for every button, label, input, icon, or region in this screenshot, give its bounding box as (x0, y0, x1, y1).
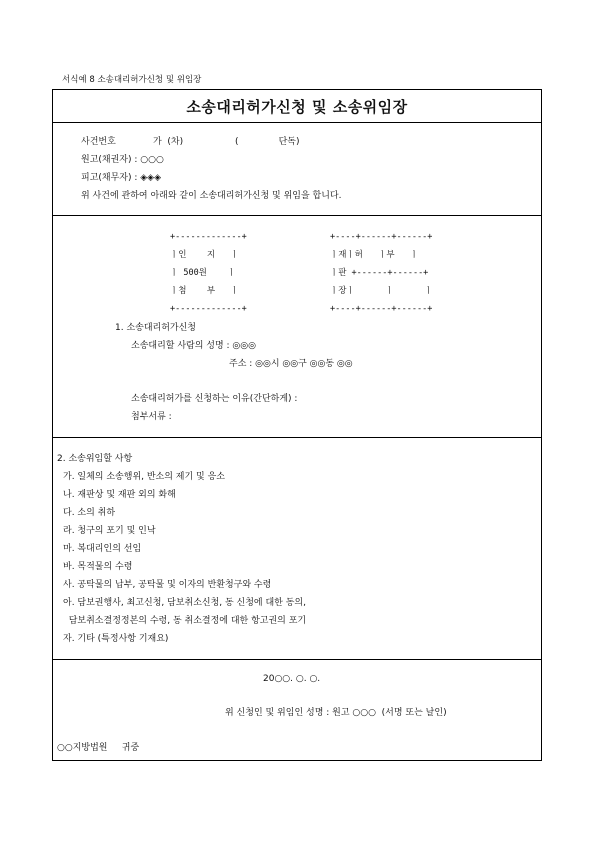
stamp-box-line: ㅣ 500원 ㅣ (170, 268, 236, 278)
delegation-item: 아. 담보권행사, 최고신청, 담보취소신청, 동 신청에 대한 동의, (63, 598, 306, 608)
divider (53, 437, 541, 438)
delegation-item: 자. 기타 (특정사항 기재요) (63, 634, 169, 644)
attachments: 첨부서류 : (131, 412, 172, 422)
signature-line: 위 신청인 및 위임인 성명 : 원고 ○○○ (서명 또는 날인) (225, 708, 447, 718)
delegation-item: 마. 복대리인의 선임 (63, 544, 142, 554)
date-line: 20○○. ○. ○. (263, 674, 321, 684)
approval-box-line: ㅣ장ㅣ ㅣ ㅣ (330, 286, 433, 296)
stamp-box-line: +-------------+ (170, 232, 247, 242)
divider (53, 122, 541, 123)
form-title: 소송대리허가신청 및 소송위임장 (186, 98, 408, 116)
stamp-box-line: ㅣ첨 부 ㅣ (170, 286, 239, 296)
application-reason: 소송대리허가를 신청하는 이유(간단하게) : (131, 394, 298, 404)
approval-box-line: ㅣ재ㅣ허 ㅣ부 ㅣ (330, 250, 419, 260)
agent-address: 주소 : ◎◎시 ◎◎구 ◎◎동 ◎◎ (229, 359, 353, 369)
approval-box-line: +----+------+------+ (330, 232, 433, 242)
stamp-box-line: +-------------+ (170, 304, 247, 314)
case-number-value: 가 (차) (153, 137, 184, 147)
court-addressee: ○○지방법원 귀중 (57, 743, 140, 753)
delegation-item: 다. 소의 취하 (63, 508, 116, 518)
delegation-item: 가. 일체의 소송행위, 반소의 제기 및 응소 (63, 472, 225, 482)
stamp-box-line: ㅣ인 지 ㅣ (170, 250, 239, 260)
delegation-heading: 2. 소송위임할 사항 (57, 454, 133, 464)
form-frame (52, 89, 542, 761)
approval-box-line: +----+------+------+ (330, 304, 433, 314)
delegation-item: 바. 목적물의 수령 (63, 562, 133, 572)
divider (53, 215, 541, 216)
delegation-item: 라. 청구의 포기 및 인낙 (63, 526, 156, 536)
approval-box-line: ㅣ판 +------+------+ (330, 268, 429, 278)
case-type: ( 단독) (235, 137, 300, 147)
request-statement: 위 사건에 관하여 아래와 같이 소송대리허가신청 및 위임을 합니다. (81, 191, 342, 201)
case-number-label: 사건번호 (81, 137, 116, 147)
delegation-item: 담보취소결정정본의 수령, 동 취소결정에 대한 항고권의 포기 (63, 616, 307, 626)
divider (53, 659, 541, 660)
plaintiff-line: 원고(채권자) : ○○○ (81, 155, 164, 165)
delegation-item: 나. 재판상 및 재판 외의 화해 (63, 490, 176, 500)
form-caption: 서식예 8 소송대리허가신청 및 위임장 (62, 75, 202, 85)
application-heading: 1. 소송대리허가신청 (115, 323, 197, 333)
defendant-line: 피고(채무자) : ◈◈◈ (81, 173, 162, 183)
agent-name: 소송대리할 사람의 성명 : ◎◎◎ (131, 341, 256, 351)
delegation-item: 사. 공탁물의 납부, 공탁물 및 이자의 반환청구와 수령 (63, 580, 272, 590)
